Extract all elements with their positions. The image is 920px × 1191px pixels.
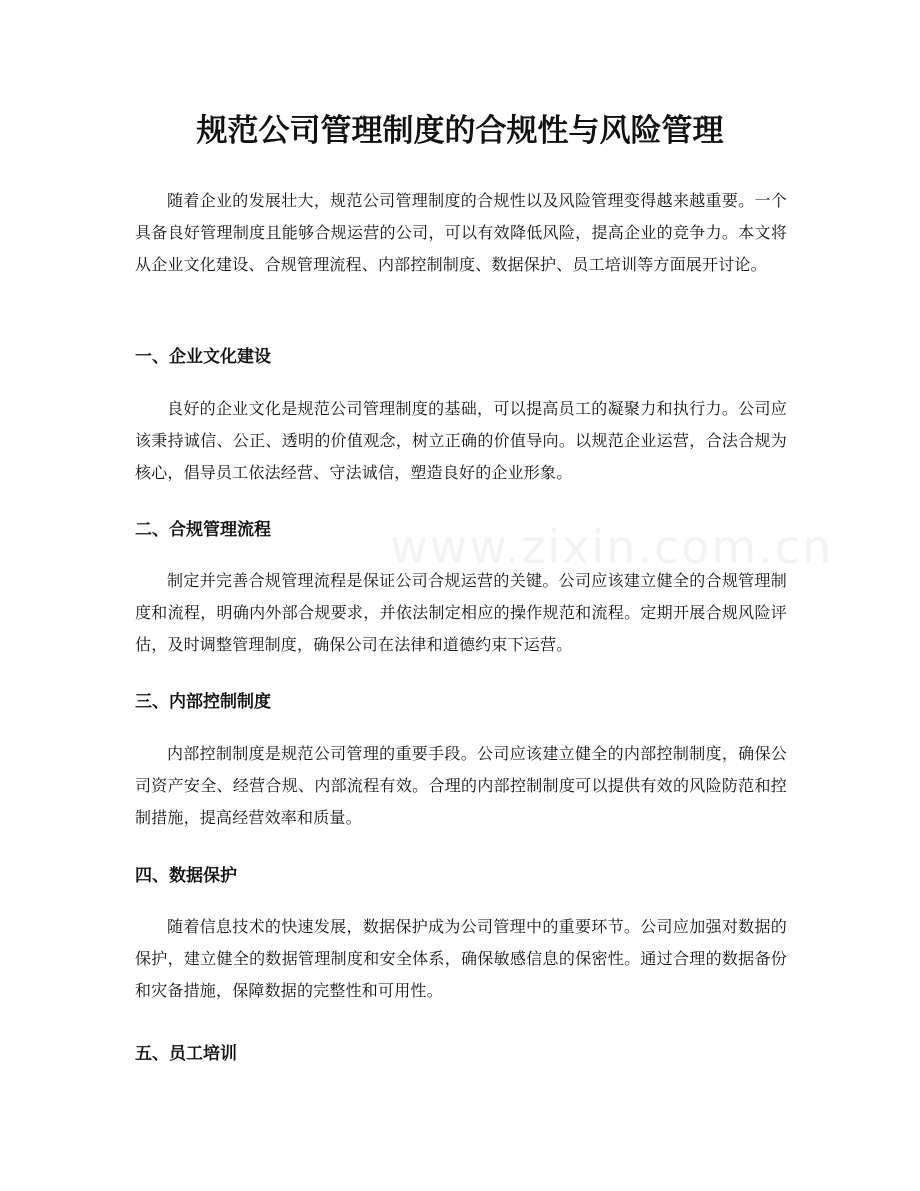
- section-body-2: 制定并完善合规管理流程是保证公司合规运营的关键。公司应该建立健全的合规管理制度和流程，明确内外部合规要求，并依法制定相应的操作规范和流程。定期开展合规风险评估，及时调整管理制度，确保公司在法律和道德约束下运营。: [135, 571, 787, 654]
- section-body-3: 内部控制制度是规范公司管理的重要手段。公司应该建立健全的内部控制制度，确保公司资产安全、经营合规、内部流程有效。合理的内部控制制度可以提供有效的风险防范和控制措施，提高经营效率和质量。: [135, 744, 787, 827]
- document-title: 规范公司管理制度的合规性与风险管理: [196, 113, 724, 149]
- section-heading-1: 一、企业文化建设: [135, 347, 271, 367]
- watermark: www.zixin.com.cn: [390, 520, 834, 574]
- section-body-1: 良好的企业文化是规范公司管理制度的基础，可以提高员工的凝聚力和执行力。公司应该秉持诚信、公正、透明的价值观念，树立正确的价值导向。以规范企业运营，合法合规为核心，倡导员工依法经营、守法诚信，塑造良好的企业形象。: [135, 399, 787, 482]
- section-heading-3: 三、内部控制制度: [135, 692, 271, 712]
- section-heading-2: 二、合规管理流程: [135, 520, 271, 540]
- section-body-4: 随着信息技术的快速发展，数据保护成为公司管理中的重要环节。公司应加强对数据的保护，建立健全的数据管理制度和安全体系，确保敏感信息的保密性。通过合理的数据备份和灾备措施，保障数据的完整性和可用性。: [135, 917, 787, 1000]
- section-heading-5: 五、员工培训: [135, 1044, 237, 1064]
- intro-paragraph: 随着企业的发展壮大，规范公司管理制度的合规性以及风险管理变得越来越重要。一个具备良好管理制度且能够合规运营的公司，可以有效降低风险，提高企业的竞争力。本文将从企业文化建设、合规管理流程、内部控制制度、数据保护、员工培训等方面展开讨论。: [135, 191, 787, 274]
- section-heading-4: 四、数据保护: [135, 866, 237, 886]
